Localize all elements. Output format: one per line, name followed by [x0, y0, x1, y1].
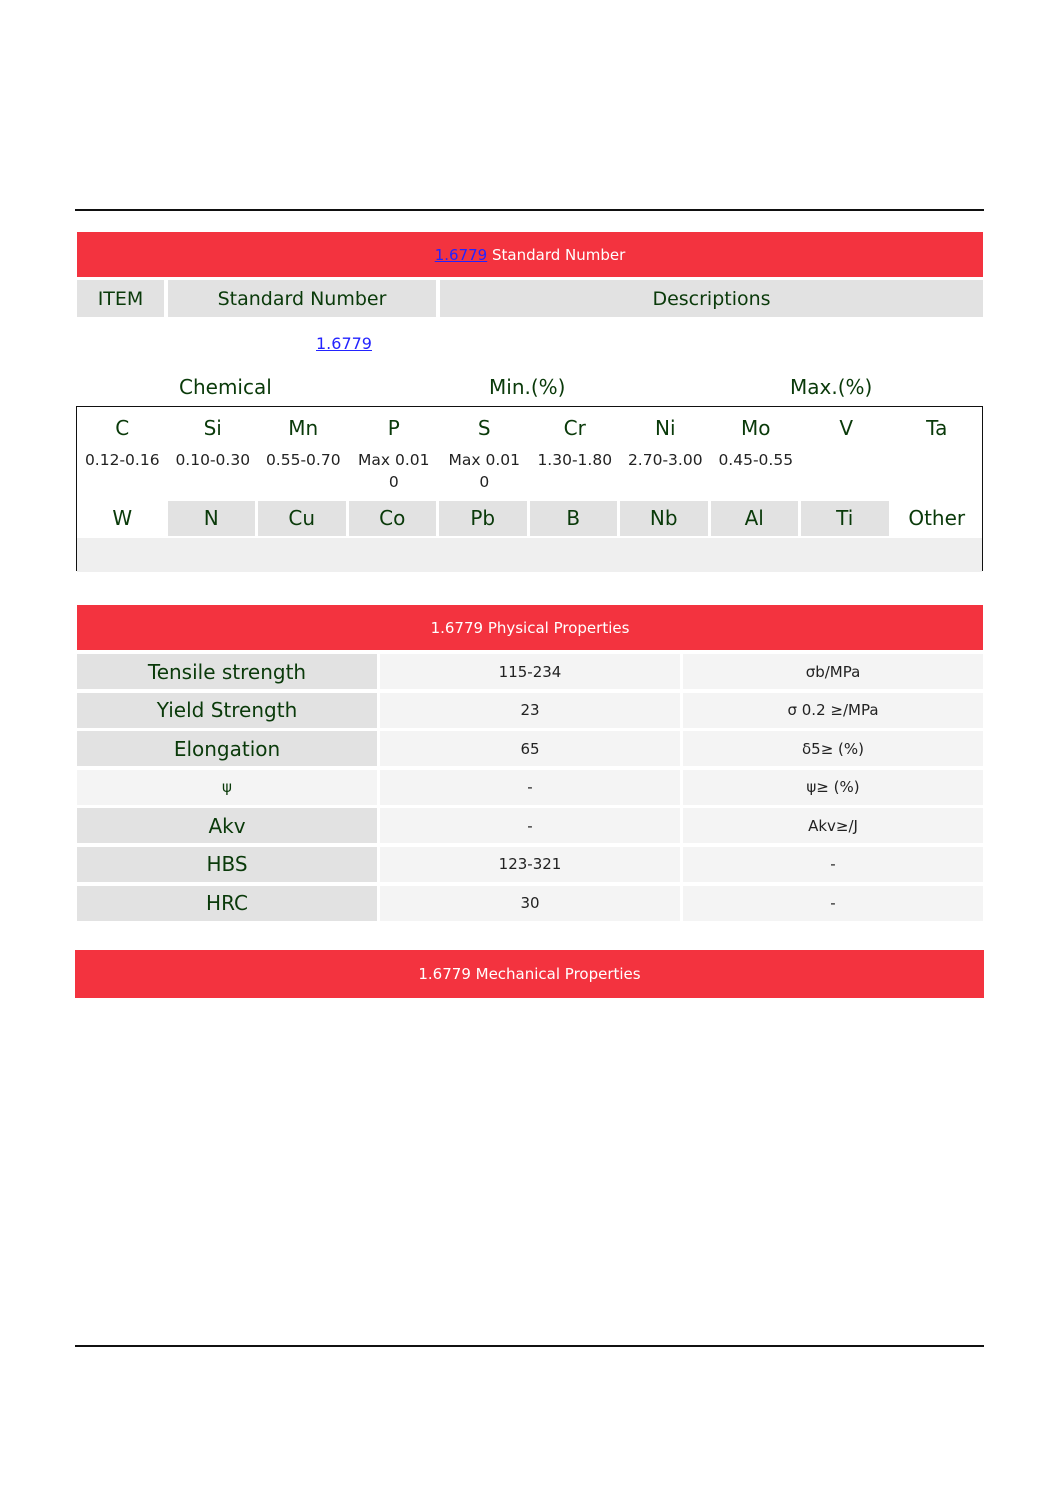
mechanical-properties-header — [75, 950, 984, 998]
element-cell: Si — [203, 416, 222, 440]
mechanical-properties-title: 1.6779 Mechanical Properties — [418, 965, 641, 983]
value-cell — [892, 538, 983, 572]
element-cell: Ni — [654, 416, 676, 440]
property-value: 123-321 — [380, 847, 680, 882]
element-cell: C — [115, 416, 130, 440]
property-unit: - — [683, 847, 983, 882]
physical-properties-header — [77, 605, 983, 650]
value-cell — [77, 538, 168, 572]
values-row-1 — [77, 449, 982, 493]
value-cell — [349, 538, 440, 572]
property-name: HRC — [77, 886, 377, 921]
element-cell: S — [477, 416, 491, 440]
value-cell — [892, 449, 983, 493]
element-cell: Mo — [741, 416, 771, 440]
element-cell: Other — [908, 506, 966, 530]
property-unit: ψ≥ (%) — [683, 770, 983, 805]
property-unit: σ 0.2 ≥/MPa — [683, 693, 983, 728]
value-cell — [530, 538, 621, 572]
property-name: Yield Strength — [77, 693, 377, 728]
value-cell: 2.70-3.00 — [627, 451, 703, 469]
property-unit: Akv≥/J — [683, 808, 983, 843]
elements-row-1 — [77, 411, 982, 445]
min-label: Min.(%) — [489, 375, 566, 399]
element-cell: Cu — [258, 501, 349, 536]
header-standard-number: Standard Number — [168, 280, 436, 317]
property-name: Akv — [77, 808, 377, 843]
property-name: Elongation — [77, 731, 377, 766]
property-value: - — [380, 770, 680, 805]
physical-properties-title: 1.6779 Physical Properties — [430, 618, 630, 637]
value-cell — [439, 538, 530, 572]
element-cell: V — [839, 416, 854, 440]
value-cell — [620, 538, 711, 572]
element-cell: Co — [349, 501, 440, 536]
table-row — [77, 770, 983, 805]
value-cell — [168, 538, 259, 572]
table-row — [77, 808, 983, 843]
standard-table-header — [77, 280, 983, 317]
table-row — [77, 654, 983, 689]
property-unit: - — [683, 886, 983, 921]
element-cell: Ti — [801, 501, 892, 536]
value-cell: 0.12-0.16 — [84, 451, 160, 469]
value-cell: Max 0.010 — [448, 451, 520, 491]
chemical-composition-table — [76, 406, 983, 571]
element-cell: Pb — [439, 501, 530, 536]
chemical-label: Chemical — [179, 375, 272, 399]
table-row — [77, 847, 983, 882]
element-cell: Al — [711, 501, 802, 536]
property-value: 23 — [380, 693, 680, 728]
property-name: Tensile strength — [77, 654, 377, 689]
value-cell: Max 0.010 — [358, 451, 430, 491]
element-cell: Nb — [620, 501, 711, 536]
property-value: - — [380, 808, 680, 843]
property-value: 30 — [380, 886, 680, 921]
header-item: ITEM — [77, 280, 164, 317]
bottom-divider — [75, 1345, 984, 1347]
standard-number-link[interactable]: 1.6779 — [316, 334, 372, 353]
physical-properties-table — [77, 654, 983, 924]
value-cell: 0.55-0.70 — [265, 451, 341, 469]
standard-title-link[interactable]: 1.6779 — [434, 245, 488, 264]
property-value: 115-234 — [380, 654, 680, 689]
element-cell: Ta — [926, 416, 948, 440]
chemical-labels — [77, 372, 983, 404]
value-cell — [801, 449, 892, 493]
table-row — [77, 886, 983, 921]
max-label: Max.(%) — [790, 375, 873, 399]
table-row — [77, 693, 983, 728]
property-name: ψ — [77, 770, 377, 805]
values-row-2 — [77, 538, 982, 572]
element-cell: B — [530, 501, 621, 536]
property-name: HBS — [77, 847, 377, 882]
element-cell: Mn — [288, 416, 319, 440]
value-cell — [801, 538, 892, 572]
standard-number-header — [77, 232, 983, 277]
element-cell: P — [387, 416, 400, 440]
standard-title-text: Standard Number — [492, 245, 626, 264]
property-value: 65 — [380, 731, 680, 766]
header-descriptions: Descriptions — [440, 280, 983, 317]
value-cell: 1.30-1.80 — [537, 451, 613, 469]
element-cell: W — [112, 506, 133, 530]
value-cell: 0.10-0.30 — [175, 451, 251, 469]
elements-row-2 — [77, 501, 982, 536]
top-divider — [75, 209, 984, 211]
value-cell — [711, 538, 802, 572]
property-unit: σb/MPa — [683, 654, 983, 689]
value-cell — [258, 538, 349, 572]
element-cell: Cr — [563, 416, 586, 440]
property-unit: δ5≥ (%) — [683, 731, 983, 766]
value-cell: 0.45-0.55 — [718, 451, 794, 469]
table-row — [77, 731, 983, 766]
element-cell: N — [168, 501, 259, 536]
